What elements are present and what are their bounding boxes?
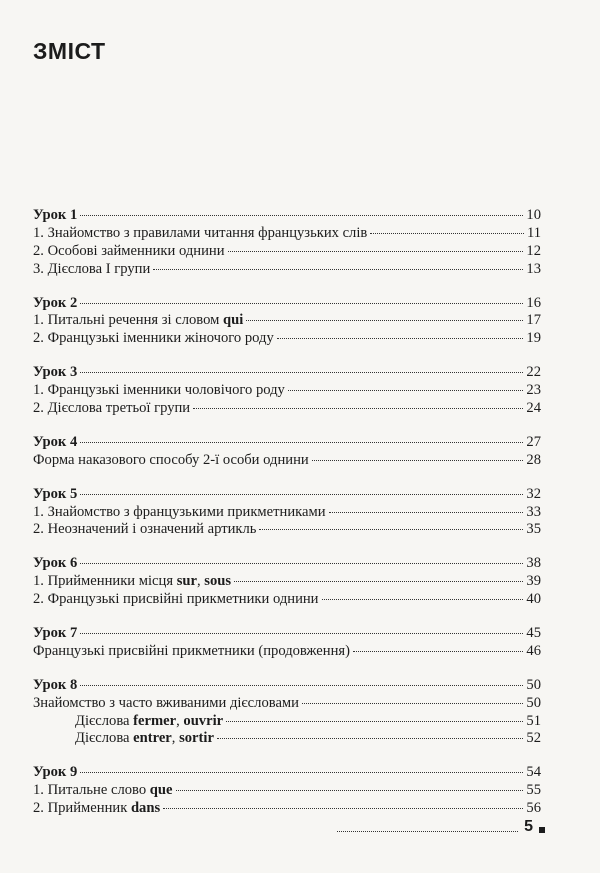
entry-term: qui bbox=[222, 312, 244, 329]
page-ref: 33 bbox=[526, 503, 541, 520]
entry-term: entrer bbox=[133, 730, 172, 747]
toc-entry[interactable] bbox=[33, 261, 541, 279]
entry-title bbox=[33, 573, 231, 591]
dot-leader bbox=[329, 512, 524, 513]
entry-title bbox=[33, 382, 285, 400]
dot-leader bbox=[234, 581, 523, 582]
toc-entry[interactable] bbox=[33, 591, 541, 609]
page-ref: 35 bbox=[526, 521, 541, 538]
entry-title bbox=[75, 730, 214, 748]
page-ref: 16 bbox=[526, 294, 541, 311]
page-ref: 10 bbox=[526, 207, 541, 223]
dot-leader bbox=[80, 215, 523, 216]
page-ref: 46 bbox=[526, 642, 541, 659]
entry-title bbox=[33, 400, 190, 418]
lesson-title: Урок 4 bbox=[33, 433, 78, 450]
dot-leader bbox=[312, 460, 524, 461]
entry-title bbox=[33, 243, 225, 261]
dot-leader bbox=[80, 772, 523, 773]
lesson-title: Урок 9 bbox=[33, 764, 78, 781]
entry-text: 1. Питальні речення зі словом bbox=[33, 312, 223, 329]
entry-title bbox=[33, 643, 350, 661]
page-ref: 40 bbox=[526, 591, 541, 608]
page-ref: 45 bbox=[526, 625, 541, 642]
dot-leader bbox=[353, 651, 523, 652]
entry-term: que bbox=[149, 782, 173, 799]
lesson-title: Урок 1 bbox=[33, 207, 78, 223]
entry-title bbox=[33, 521, 256, 539]
entry-text: 1. Французькі іменники чоловічого роду bbox=[33, 382, 285, 399]
toc-entry[interactable] bbox=[33, 225, 541, 243]
dot-leader bbox=[80, 494, 523, 495]
page-footer bbox=[337, 818, 545, 836]
entry-term: sortir bbox=[179, 730, 214, 747]
page-ref: 39 bbox=[526, 573, 541, 590]
entry-text: Дієслова bbox=[75, 730, 134, 747]
dot-leader bbox=[259, 529, 523, 530]
lesson-block bbox=[33, 677, 541, 749]
lesson-heading[interactable] bbox=[33, 207, 541, 225]
toc-entry[interactable] bbox=[33, 730, 541, 748]
page-ref: 11 bbox=[526, 224, 541, 241]
entry-text: Знайомство з часто вживаними дієсловами bbox=[33, 694, 299, 711]
page-ref: 54 bbox=[526, 764, 541, 781]
toc-entry[interactable] bbox=[33, 713, 541, 731]
dot-leader bbox=[80, 563, 523, 564]
entry-title bbox=[33, 452, 309, 470]
lesson-block bbox=[33, 764, 541, 818]
dot-leader bbox=[193, 408, 523, 409]
dot-leader bbox=[277, 338, 524, 339]
toc-entry[interactable] bbox=[33, 800, 541, 818]
toc-entry[interactable] bbox=[33, 452, 541, 470]
lesson-title: Урок 5 bbox=[33, 485, 78, 502]
entry-text: 2. Французькі іменники жіночого роду bbox=[33, 330, 274, 347]
lesson-title: Урок 8 bbox=[33, 676, 78, 693]
page-ref: 52 bbox=[526, 730, 541, 747]
entry-text: , bbox=[171, 730, 180, 747]
dot-leader bbox=[302, 703, 523, 704]
entry-title bbox=[33, 261, 150, 279]
toc-entry[interactable] bbox=[33, 782, 541, 800]
dot-leader bbox=[80, 303, 523, 304]
entry-text: , bbox=[176, 712, 184, 729]
entry-text: Дієслова bbox=[75, 712, 134, 729]
entry-text: 1. Знайомство з правилами читання французьких слів bbox=[33, 224, 368, 241]
entry-text: Форма наказового способу 2-ї особи однини bbox=[33, 451, 309, 468]
page-ref: 32 bbox=[526, 485, 541, 502]
entry-title bbox=[33, 591, 319, 609]
toc-entry[interactable] bbox=[33, 330, 541, 348]
page-ref: 38 bbox=[526, 555, 541, 572]
page-ref: 50 bbox=[526, 676, 541, 693]
toc-entry[interactable] bbox=[33, 243, 541, 261]
page-ref: 56 bbox=[526, 800, 541, 817]
entry-title bbox=[33, 312, 243, 330]
lesson-block bbox=[33, 364, 541, 418]
footer-square-mark bbox=[539, 827, 545, 833]
toc-entry[interactable] bbox=[33, 312, 541, 330]
page-ref: 23 bbox=[526, 382, 541, 399]
dot-leader bbox=[80, 442, 523, 443]
entry-term: ouvrir bbox=[183, 712, 224, 729]
entry-title bbox=[33, 800, 160, 818]
entry-text: 2. Дієслова третьої групи bbox=[33, 400, 191, 417]
lesson-block bbox=[33, 207, 541, 279]
page-title: ЗМІСТ bbox=[33, 38, 106, 64]
dot-leader bbox=[228, 251, 524, 252]
entry-text: 2. Неозначений і означений артикль bbox=[33, 521, 257, 538]
dot-leader bbox=[80, 685, 523, 686]
lesson-block bbox=[33, 625, 541, 661]
dot-leader bbox=[226, 721, 523, 722]
footer-leader bbox=[337, 831, 518, 832]
entry-text: 1. Питальне слово bbox=[33, 782, 150, 799]
lesson-heading[interactable] bbox=[33, 364, 541, 382]
dot-leader bbox=[370, 233, 524, 234]
page-ref: 13 bbox=[526, 260, 541, 277]
dot-leader bbox=[288, 390, 524, 391]
entry-term: fermer bbox=[133, 712, 177, 729]
entry-term: sur bbox=[176, 573, 197, 590]
page-ref: 27 bbox=[526, 433, 541, 450]
entry-term: dans bbox=[130, 800, 161, 817]
lesson-title: Урок 3 bbox=[33, 364, 78, 381]
dot-leader bbox=[80, 372, 523, 373]
entry-title bbox=[33, 504, 326, 522]
lesson-title: Урок 7 bbox=[33, 625, 78, 642]
lesson-heading[interactable] bbox=[33, 434, 541, 452]
toc-entry[interactable] bbox=[33, 521, 541, 539]
entry-title bbox=[33, 782, 173, 800]
entry-text: , bbox=[196, 573, 205, 590]
dot-leader bbox=[322, 599, 524, 600]
page-ref: 17 bbox=[526, 312, 541, 329]
dot-leader bbox=[153, 269, 523, 270]
page-ref: 24 bbox=[526, 400, 541, 417]
page-ref: 51 bbox=[526, 712, 541, 729]
toc-entry[interactable] bbox=[33, 504, 541, 522]
dot-leader bbox=[163, 808, 523, 809]
toc-entry[interactable] bbox=[33, 400, 541, 418]
page-ref: 19 bbox=[526, 330, 541, 347]
lesson-block bbox=[33, 555, 541, 609]
lesson-heading[interactable] bbox=[33, 486, 541, 504]
entry-title bbox=[75, 713, 223, 731]
page-number: 5 bbox=[524, 818, 533, 835]
dot-leader bbox=[176, 790, 524, 791]
page-ref: 50 bbox=[526, 694, 541, 711]
toc-entry[interactable] bbox=[33, 382, 541, 400]
entry-text: 2. Особові займенники однини bbox=[33, 242, 225, 259]
entry-text: 2. Прийменник bbox=[33, 800, 131, 817]
entry-text: 2. Французькі присвійні прикметники однини bbox=[33, 591, 319, 608]
toc-entry[interactable] bbox=[33, 573, 541, 591]
lesson-heading[interactable] bbox=[33, 677, 541, 695]
page-ref: 55 bbox=[526, 782, 541, 799]
lesson-heading[interactable] bbox=[33, 625, 541, 643]
toc-entry[interactable] bbox=[33, 695, 541, 713]
dot-leader bbox=[246, 320, 523, 321]
entry-title bbox=[33, 330, 274, 348]
lesson-block bbox=[33, 486, 541, 540]
lesson-block bbox=[33, 434, 541, 470]
toc-entry[interactable] bbox=[33, 643, 541, 661]
lesson-heading[interactable] bbox=[33, 764, 541, 782]
lesson-block bbox=[33, 295, 541, 349]
lesson-title: Урок 6 bbox=[33, 555, 78, 572]
page-ref: 28 bbox=[526, 451, 541, 468]
table-of-contents bbox=[33, 207, 541, 834]
entry-text: 3. Дієслова I групи bbox=[33, 260, 151, 277]
dot-leader bbox=[217, 738, 523, 739]
entry-text: 1. Знайомство з французькими прикметниками bbox=[33, 503, 326, 520]
entry-term: sous bbox=[204, 573, 232, 590]
lesson-heading[interactable] bbox=[33, 295, 541, 313]
page-ref: 22 bbox=[526, 364, 541, 381]
entry-title bbox=[33, 225, 367, 243]
entry-title bbox=[33, 695, 299, 713]
page-ref: 12 bbox=[526, 242, 541, 259]
dot-leader bbox=[80, 633, 523, 634]
entry-text: 1. Прийменники місця bbox=[33, 573, 177, 590]
lesson-heading[interactable] bbox=[33, 555, 541, 573]
lesson-title: Урок 2 bbox=[33, 294, 78, 311]
entry-text: Французькі присвійні прикметники (продовження) bbox=[33, 642, 350, 659]
